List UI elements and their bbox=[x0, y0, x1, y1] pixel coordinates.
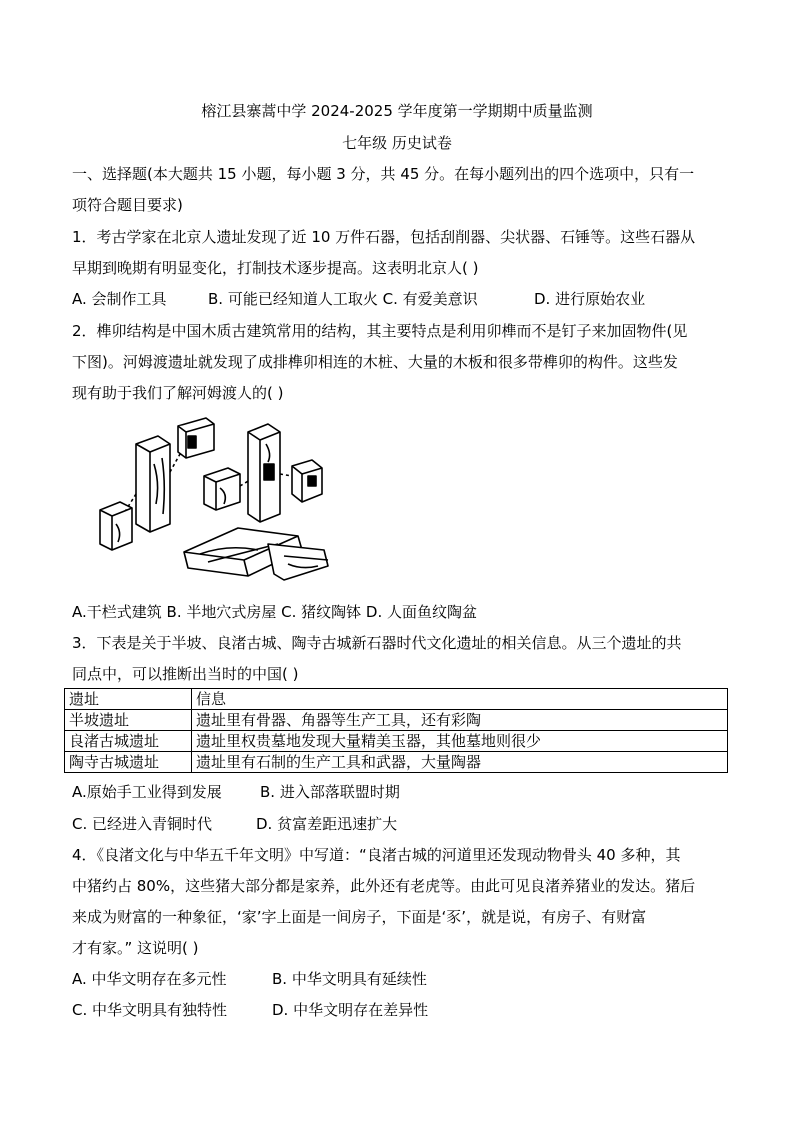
table-cell: 良渚古城遗址 bbox=[65, 731, 192, 752]
q2-stem-line2: 下图)。河姆渡遗址就发现了成排榫卯相连的木桩、大量的木板和很多带榫卯的构件。这些发 bbox=[72, 353, 678, 371]
q4-option-a: A. 中华文明存在多元性 bbox=[72, 970, 227, 988]
table-cell: 遗址里权贵墓地发现大量精美玉器，其他墓地则很少 bbox=[192, 731, 728, 752]
table-header-row bbox=[65, 689, 728, 710]
exam-title: 榕江县寨蒿中学 2024-2025 学年度第一学期期中质量监测 bbox=[201, 102, 593, 120]
q3-option-c: C. 已经进入青铜时代 bbox=[72, 815, 213, 833]
table-cell: 陶寺古城遗址 bbox=[65, 752, 192, 773]
section-instruction-line2: 项符合题目要求) bbox=[72, 196, 183, 214]
q1-option-d: D. 进行原始农业 bbox=[534, 290, 646, 308]
q4-option-d: D. 中华文明存在差异性 bbox=[272, 1001, 429, 1019]
q1-option-bc: B. 可能已经知道人工取火 C. 有爱美意识 bbox=[208, 290, 478, 308]
mortise-tenon-joint-illustration bbox=[88, 414, 338, 589]
q1-stem-line1: 1．考古学家在北京人遗址发现了近 10 万件石器，包括刮削器、尖状器、石锤等。这些石器从 bbox=[72, 228, 696, 246]
q2-stem-line3: 现有助于我们了解河姆渡人的( ) bbox=[72, 384, 284, 402]
q4-stem-line3: 来成为财富的一种象征，‘家’字上面是一间房子，下面是‘豕’，就是说，有房子、有财富 bbox=[72, 908, 647, 926]
q2-stem-line1: 2．榫卯结构是中国木质古建筑常用的结构，其主要特点是利用卯榫而不是钉子来加固物件(见 bbox=[72, 322, 688, 340]
q1-stem-line2: 早期到晚期有明显变化，打制技术逐步提高。这表明北京人( ) bbox=[72, 259, 479, 277]
q3-option-a: A.原始手工业得到发展 bbox=[72, 783, 222, 801]
q3-option-d: D. 贫富差距迅速扩大 bbox=[256, 815, 398, 833]
q3-stem-line1: 3．下表是关于半坡、良渚古城、陶寺古城新石器时代文化遗址的相关信息。从三个遗址的共 bbox=[72, 634, 682, 652]
q4-option-c: C. 中华文明具有独特性 bbox=[72, 1001, 228, 1019]
table-row bbox=[65, 710, 728, 731]
q2-options: A.干栏式建筑 B. 半地穴式房屋 C. 猪纹陶钵 D. 人面鱼纹陶盆 bbox=[72, 603, 477, 621]
q1-option-a: A. 会制作工具 bbox=[72, 290, 167, 308]
q4-stem-line2: 中猪约占 80%，这些猪大部分都是家养，此外还有老虎等。由此可见良渚养猪业的发达。猪后 bbox=[72, 877, 696, 895]
q4-option-b: B. 中华文明具有延续性 bbox=[272, 970, 427, 988]
q3-info-table bbox=[64, 688, 728, 773]
table-cell: 半坡遗址 bbox=[65, 710, 192, 731]
q4-stem-line1: 4．《良渚文化与中华五千年文明》中写道：“良渚古城的河道里还发现动物骨头 40 多种，其 bbox=[72, 846, 681, 864]
q3-stem-line2: 同点中，可以推断出当时的中国( ) bbox=[72, 665, 299, 683]
table-cell: 遗址里有骨器、角器等生产工具，还有彩陶 bbox=[192, 710, 728, 731]
table-cell: 遗址里有石制的生产工具和武器，大量陶器 bbox=[192, 752, 728, 773]
table-row bbox=[65, 752, 728, 773]
exam-subtitle: 七年级 历史试卷 bbox=[342, 134, 452, 152]
section-instruction-line1: 一、选择题(本大题共 15 小题，每小题 3 分，共 45 分。在每小题列出的四个选项中，只有一 bbox=[72, 165, 695, 183]
table-row bbox=[65, 731, 728, 752]
table-header-cell: 遗址 bbox=[65, 689, 192, 710]
table-header-cell: 信息 bbox=[192, 689, 728, 710]
q3-option-b: B. 进入部落联盟时期 bbox=[260, 783, 400, 801]
q4-stem-line4: 才有家。” 这说明( ) bbox=[72, 939, 199, 957]
